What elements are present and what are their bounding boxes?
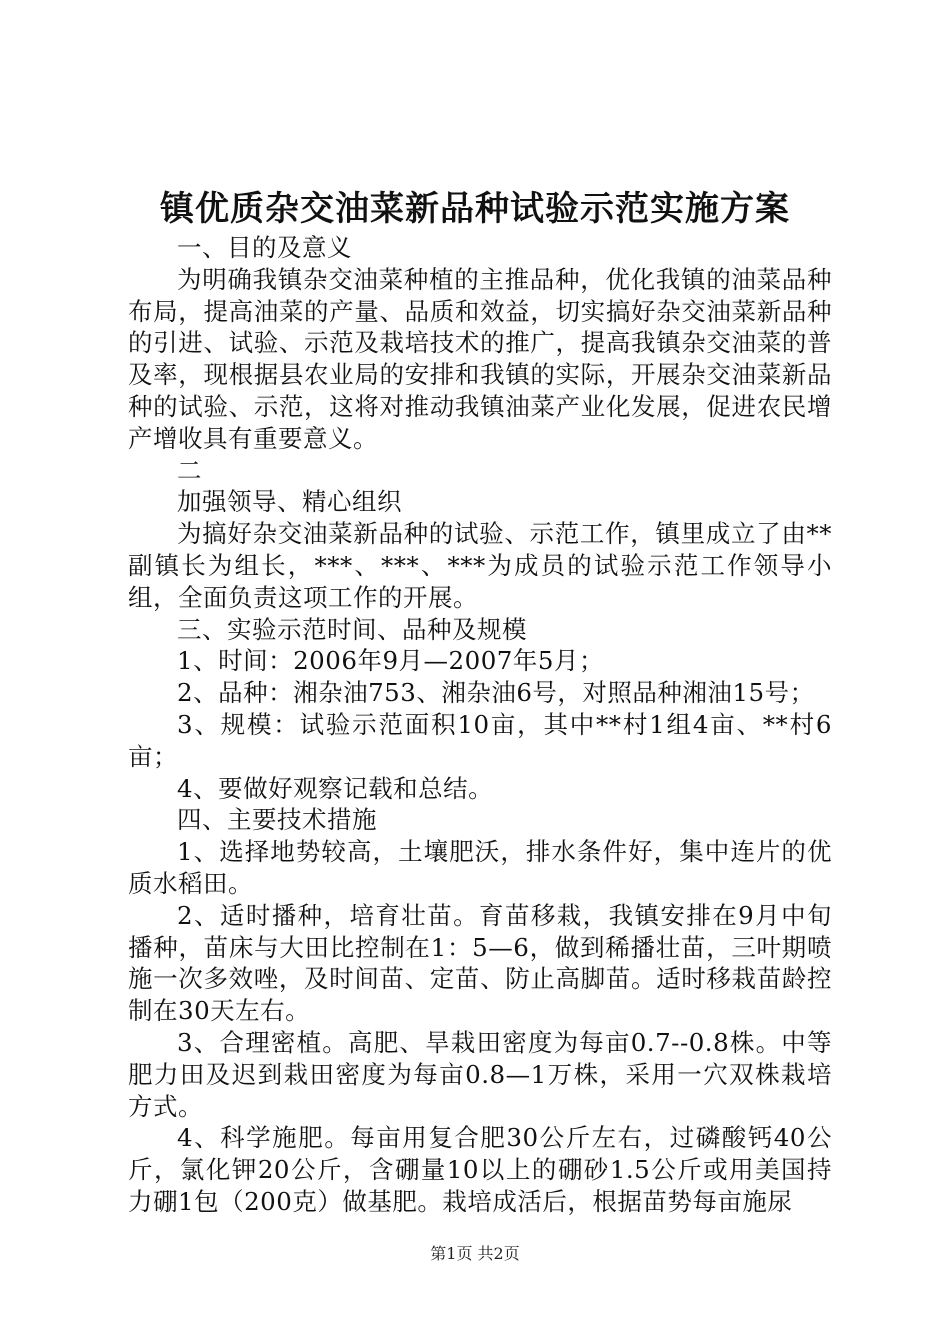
section-heading-4: 四、主要技术措施 bbox=[177, 805, 377, 835]
section-heading-1: 一、目的及意义 bbox=[177, 233, 352, 262]
list-item-sowing: 2、适时播种，培育壮苗。育苗移栽，我镇安排在9月中旬播种，苗床与大田比控制在1：5—6，做到稀播壮苗，三叶期喷施一次多效唑，及时间苗、定苗、防止高脚苗。适时移栽苗龄控制在30天左右。 bbox=[128, 900, 832, 1026]
list-item-field-selection: 1、选择地势较高，土壤肥沃，排水条件好，集中连片的优质水稻田。 bbox=[128, 837, 832, 898]
document-title: 镇优质杂交油菜新品种试验示范实施方案 bbox=[160, 189, 790, 229]
page-number: 第1页 共2页 bbox=[430, 1244, 520, 1263]
paragraph-leadership: 为搞好杂交油菜新品种的试验、示范工作，镇里成立了由**副镇长为组长，***、***、***为成员的试验示范工作领导小组，全面负责这项工作的开展。 bbox=[128, 519, 832, 612]
list-item-records: 4、要做好观察记载和总结。 bbox=[177, 773, 494, 803]
list-item-time: 1、时间：2006年9月—2007年5月； bbox=[177, 646, 604, 676]
paragraph-purpose: 为明确我镇杂交油菜种植的主推品种，优化我镇的油菜品种布局，提高油菜的产量、品质和效益，切实搞好杂交油菜新品种的引进、试验、示范及栽培技术的推广，提高我镇杂交油菜的普及率，现根据县农业局的安排和我镇的实际，开展杂交油菜新品种的试验、示范，这将对推动我镇油菜产业化发展，促进农民增产增收具有重要意义。 bbox=[128, 264, 832, 453]
list-item-density: 3、合理密植。高肥、旱栽田密度为每亩0.7--0.8株。中等肥力田及迟到栽田密度为每亩0.8—1万株，采用一穴双株栽培方式。 bbox=[128, 1027, 832, 1121]
section-heading-2-title: 加强领导、精心组织 bbox=[177, 487, 402, 517]
list-item-scale: 3、规模：试验示范面积10亩，其中**村1组4亩、**村6亩； bbox=[128, 709, 832, 771]
section-heading-2-number: 二 bbox=[177, 455, 202, 485]
document-body bbox=[128, 232, 832, 1218]
list-item-fertilizer: 4、科学施肥。每亩用复合肥30公斤左右，过磷酸钙40公斤，氯化钾20公斤，含硼量10以上的硼砂1.5公斤或用美国持力硼1包（200克）做基肥。栽培成活后，根据苗势每亩施尿 bbox=[128, 1123, 832, 1216]
section-heading-3: 三、实验示范时间、品种及规模 bbox=[177, 614, 527, 644]
list-item-variety: 2、品种：湘杂油753、湘杂油6号，对照品种湘油15号； bbox=[177, 678, 815, 708]
